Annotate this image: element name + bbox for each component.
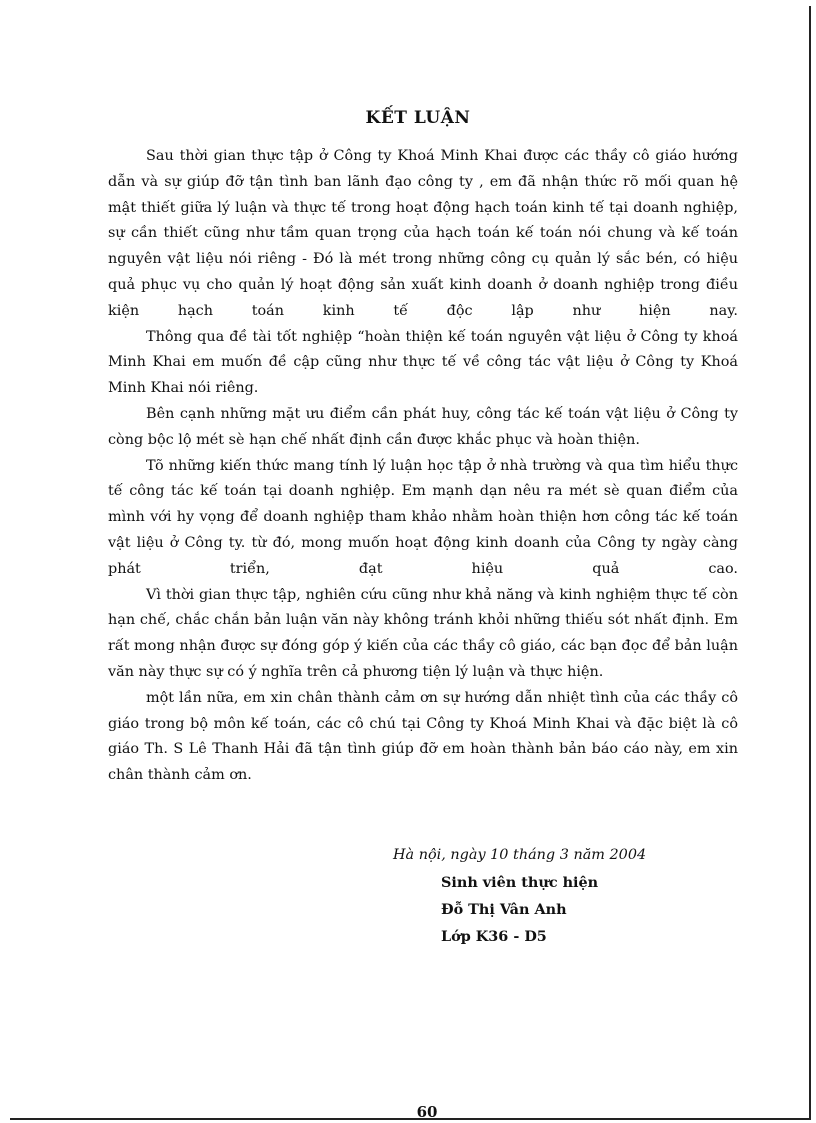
- paragraph-4: Tõ những kiến thức mang tính lý luận học tập ở nhà trường và qua tìm hiểu thực tế công tác kế toán tại doanh nghiệp. Em mạnh dạn nêu ra mét sè quan điểm của mình với hy vọng để doanh nghiệp tham khảo nhằm hoàn thiện hơn công tác kế toán vật liệu ở Công ty. từ đó, mong muốn hoạt động kinh doanh của Công ty ngày càng phát triển, đạt hiệu quả cao.: [108, 457, 738, 577]
- paragraph-2: Thông qua đề tài tốt nghiệp “hoàn thiện kế toán nguyên vật liệu ở Công ty khoá Minh Khai em muốn đề cập cũng như thực tế về công tác vật liệu ở Công ty Khoá Minh Khai nói riêng.: [108, 328, 738, 397]
- signature-class: Lớp K36 - D5: [441, 928, 547, 945]
- page-number: 60: [416, 1103, 438, 1121]
- signature-name: Đỗ Thị Vân Anh: [441, 901, 567, 918]
- paragraph-6: một lần nữa, em xin chân thành cảm ơn sự hướng dẫn nhiệt tình của các thầy cô giáo trong bộ môn kế toán, các cô chú tại Công ty Khoá Minh Khai và đặc biệt là cô giáo Th. S Lê Thanh Hải đã tận tình giúp đỡ em hoàn thành bản báo cáo này, em xin chân thành cảm ơn.: [108, 689, 738, 784]
- signature-block: [393, 842, 646, 950]
- paragraph-5: Vì thời gian thực tập, nghiên cứu cũng như khả năng và kinh nghiệm thực tế còn hạn chế, chắc chắn bản luận văn này không tránh khỏi những thiếu sót nhất định. Em rất mong nhận được sự đóng góp ý kiến của các thầy cô giáo, các bạn đọc để bản luận văn này thực sự có ý nghĩa trên cả phương tiện lý luận và thực hiện.: [108, 586, 738, 680]
- page-border-right: [809, 6, 811, 1118]
- page-title: KẾT LUẬN: [365, 108, 471, 128]
- document-body: [108, 144, 738, 789]
- signature-place-date: Hà nội, ngày 10 tháng 3 năm 2004: [393, 847, 647, 863]
- paragraph-3: Bên cạnh những mặt ưu điểm cần phát huy, công tác kế toán vật liệu ở Công ty còng bộc lộ mét sè hạn chế nhất định cần được khắc phục và hoàn thiện.: [108, 405, 738, 448]
- signature-role: Sinh viên thực hiện: [441, 874, 599, 891]
- paragraph-1: Sau thời gian thực tập ở Công ty Khoá Minh Khai được các thầy cô giáo hướng dẫn và sự giúp đỡ tận tình ban lãnh đạo công ty , em đã nhận thức rõ mối quan hệ mật thiết giữa lý luận và thực tế trong hoạt động hạch toán kinh tế tại doanh nghiệp, sự cần thiết cũng như tầm quan trọng của hạch toán kế toán nói chung và kế toán nguyên vật liệu nói riêng - Đó là mét trong những công cụ quản lý sắc bén, có hiệu quả phục vụ cho quản lý hoạt động sản xuất kinh doanh ở doanh nghiệp trong điều kiện hạch toán kinh tế độc lập như hiện nay.: [108, 148, 738, 319]
